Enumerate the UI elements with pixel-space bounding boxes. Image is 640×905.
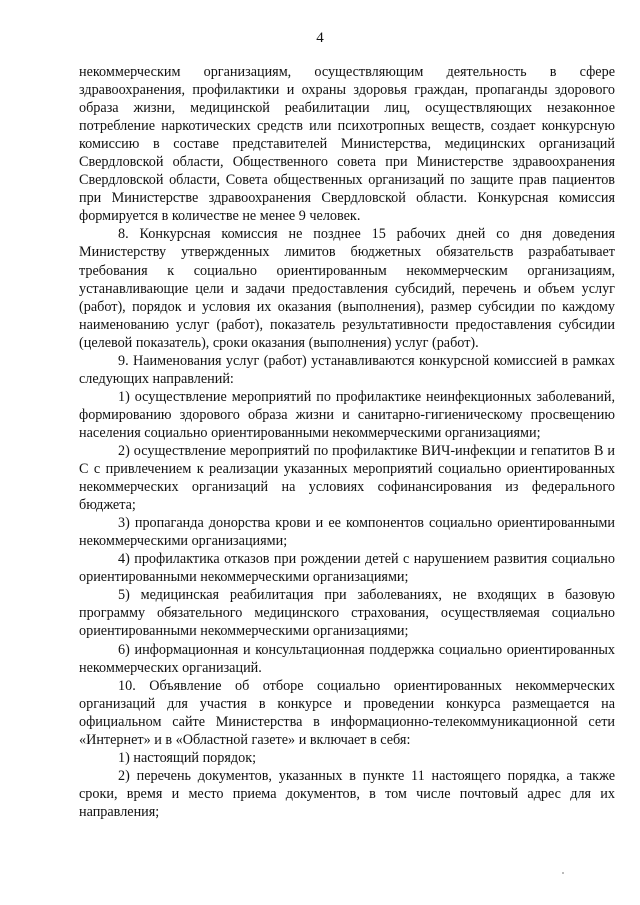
list-item-10-1: 1) настоящий порядок; [118,749,257,766]
document-body [79,63,615,821]
list-item-4: 4) профилактика отказов при рождении детей с нарушением развития социально ориентированными некоммерческими организациями; [79,551,615,586]
paragraph-item-9: 9. Наименования услуг (работ) устанавливаются конкурсной комиссией в рамках следующих направлений: [79,352,615,387]
list-item-2: 2) осуществление мероприятий по профилактике ВИЧ-инфекции и гепатитов В и С с привлечением к реализации указанных мероприятий социально ориентированных некоммерческих организаций на условиях софинансирования из федерального бюджета; [79,442,615,514]
paragraph-item-10: 10. Объявление об отборе социально ориентированных некоммерческих организаций для участия в конкурсе и проведении конкурса размещается на официальном сайте Министерства в информационно-телекоммуникационной сети «Интернет» и в «Областной газете» и включает в себя: [79,677,615,748]
list-item-5: 5) медицинская реабилитация при заболеваниях, не входящих в базовую программу обязательного медицинского страхования, осуществляемая социально ориентированными некоммерческими организациями; [79,587,615,640]
paragraph-item-8: 8. Конкурсная комиссия не позднее 15 рабочих дней со дня доведения Министерству утвержденных лимитов бюджетных обязательств разрабатывает требования к социально ориентированным некоммерческим организациям, устанавливающие цели и задачи предоставления субсидий, перечень и объем услуг (работ), порядок и условия их оказания (выполнения), размер субсидии по каждому наименованию услуг (работ), показатель результативности предоставления субсидии (целевой показатель), сроки оказания (выполнения) услуг (работ). [79,226,615,351]
list-item-10-2: 2) перечень документов, указанных в пункте 11 настоящего порядка, а также сроки, время и место приема документов, в том числе почтовый адрес для их направления; [79,767,615,820]
page-number: 4 [316,30,324,46]
list-item-3: 3) пропаганда донорства крови и ее компонентов социально ориентированными некоммерческими организациями; [79,515,615,550]
scan-speck [562,872,564,874]
list-item-6: 6) информационная и консультационная поддержка социально ориентированных некоммерческих организаций. [79,641,615,676]
paragraph-continuation: некоммерческим организациям, осуществляющим деятельность в сфере здравоохранения, профилактики и охраны здоровья граждан, пропаганды здорового образа жизни, медицинской реабилитации лиц, осуществляющих незаконное потребление наркотических средств или психотропных веществ, создает конкурсную комиссию в составе представителей Министерства, медицинских организаций Свердловской области, Общественного совета при Министерстве здравоохранения Свердловской области, Совета общественных организаций по защите прав пациентов при Министерстве здравоохранения Свердловской области. Конкурсная комиссия формируется в количестве не менее 9 человек. [79,64,615,225]
list-item-1: 1) осуществление мероприятий по профилактике неинфекционных заболеваний, формированию здорового образа жизни и санитарно-гигиеническому просвещению населения социально ориентированными некоммерческими организациями; [79,388,615,441]
